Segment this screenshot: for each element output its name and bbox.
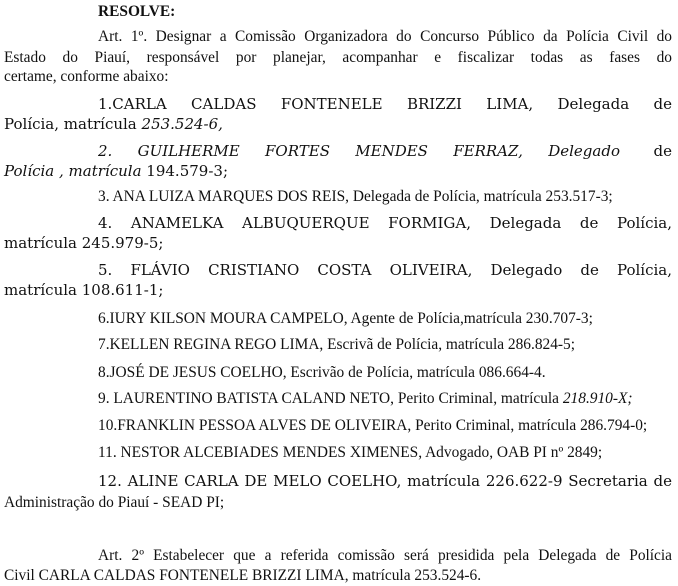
member-2-line-1: [98, 142, 672, 160]
member-10: 10.FRANKLIN PESSOA ALVES DE OLIVEIRA, Perito Criminal, matrícula 286.794-0;: [98, 417, 648, 434]
member-2-matricula: 194.579-3;: [141, 162, 228, 180]
member-2-name: 2. GUILHERME FORTES MENDES FERRAZ, Delegado: [98, 142, 620, 160]
member-1-line-1: 1.CARLA CALDAS FONTENELE BRIZZI LIMA, Delegada de: [98, 95, 672, 113]
member-6: 6.IURY KILSON MOURA CAMPELO, Agente de Polícia,matrícula 230.707-3;: [98, 310, 593, 327]
member-2-prefix: Polícia , matrícula: [4, 162, 142, 180]
member-2-de: de: [653, 142, 672, 160]
member-8: 8.JOSÉ DE JESUS COELHO, Escrivão de Polícia, matrícula 086.664-4.: [98, 364, 546, 381]
member-3: 3. ANA LUIZA MARQUES DOS REIS, Delegada de Polícia, matrícula 253.517-3;: [98, 188, 613, 205]
member-4-line-1: 4. ANAMELKA ALBUQUERQUE FORMIGA, Delegada de Polícia,: [98, 214, 672, 232]
art1-line-1: Art. 1º. Designar a Comissão Organizadora do Concurso Público da Polícia Civil do: [98, 28, 672, 45]
member-5-line-1: 5. FLÁVIO CRISTIANO COSTA OLIVEIRA, Delegado de Polícia,: [98, 261, 672, 279]
art2-line-1: Art. 2º Estabelecer que a referida comissão será presidida pela Delegada de Polícia: [98, 547, 672, 564]
member-12-line-2: Administração do Piauí - SEAD PI;: [4, 494, 225, 511]
member-9-text: 9. LAURENTINO BATISTA CALAND NETO, Perito Criminal, matrícula: [98, 390, 563, 407]
member-4-line-2: matrícula 245.979-5;: [4, 234, 164, 252]
member-5-line-2: matrícula 108.611-1;: [4, 281, 164, 299]
member-11: 11. NESTOR ALCEBIADES MENDES XIMENES, Advogado, OAB PI nº 2849;: [98, 444, 603, 461]
resolve-heading: RESOLVE:: [98, 3, 176, 20]
member-12-line-1: 12. ALINE CARLA DE MELO COELHO, matrícula 226.622-9 Secretaria de: [98, 472, 672, 490]
member-9: [98, 390, 672, 408]
member-9-matricula: 218.910-X;: [562, 390, 633, 407]
member-7: 7.KELLEN REGINA REGO LIMA, Escrivã de Polícia, matrícula 286.824-5;: [98, 336, 576, 353]
art2-line-2: Civil CARLA CALDAS FONTENELE BRIZZI LIMA, matrícula 253.524-6.: [4, 567, 482, 584]
art1-line-3: certame, conforme abaixo:: [4, 68, 169, 85]
member-1-line-2: [4, 115, 672, 133]
art1-line-2: Estado do Piauí, responsável por planejar, acompanhar e fiscalizar todas as fases do: [4, 49, 672, 66]
member-2-line-2: [4, 162, 672, 180]
member-1-matricula: 253.524-6,: [141, 115, 223, 133]
member-1-prefix: Polícia, matrícula: [4, 115, 142, 133]
